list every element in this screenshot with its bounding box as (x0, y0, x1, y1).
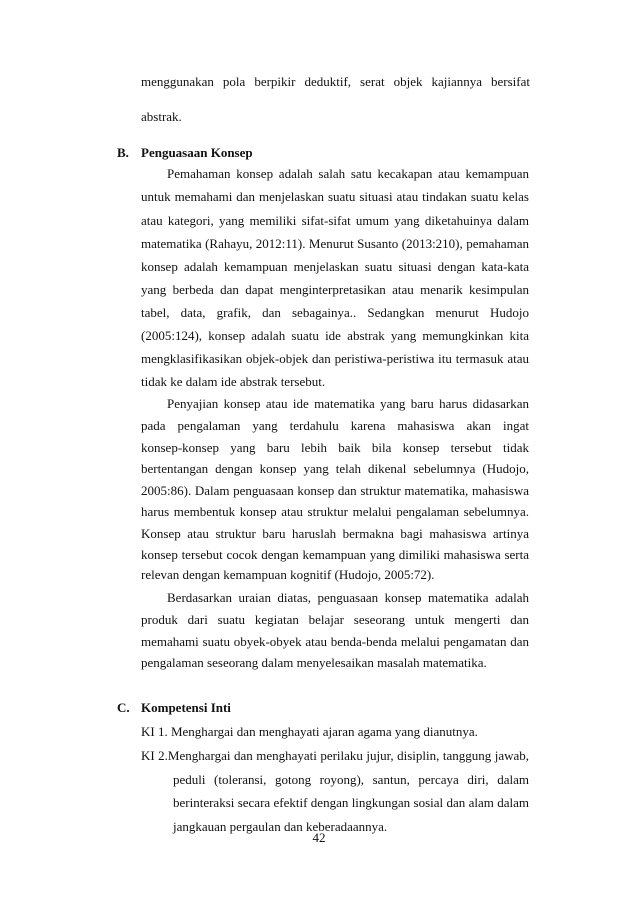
b-p2-line-1: Penyajian konsep atau ide matematika yang baru harus didasarkan (167, 396, 529, 411)
b-p1-line-8: (2005:124), konsep adalah suatu ide abstrak yang memungkinkan kita (141, 328, 529, 343)
b-p1-line-9: mengklasifikasikan objek-objek dan peristiwa-peristiwa itu termasuk atau (141, 351, 529, 366)
b-p3-line-3: memahami suatu obyek-obyek atau benda-benda melalui pengamatan dan (141, 634, 529, 649)
page-number: 42 (312, 830, 326, 845)
b-p1-line-6: yang berbeda dan dapat menginterpretasikan atau menarik kesimpulan (141, 282, 529, 297)
section-b-letter: B. (117, 145, 129, 160)
b-p2-line-5: 2005:86). Dalam penguasaan konsep dan struktur matematika, mahasiswa (141, 483, 529, 498)
b-p3-line-4: pengalaman seseorang dalam menyelesaikan masalah matematika. (141, 655, 487, 670)
ki2-line-1: KI 2.Menghargai dan menghayati perilaku jujur, disiplin, tanggung jawab, (141, 748, 529, 763)
b-p1-line-5: konsep adalah kemampuan menjelaskan suatu situasi dengan kata-kata (141, 259, 529, 274)
b-p2-line-6: harus membentuk konsep atau struktur melalui pengalaman sebelumnya. (141, 504, 529, 519)
section-c-letter: C. (117, 700, 130, 715)
section-c-title: Kompetensi Inti (141, 700, 231, 715)
intro-line-1: menggunakan pola berpikir deduktif, serat objek kajiannya bersifat (141, 74, 530, 89)
ki2-line-4: jangkauan pergaulan dan keberadaannya. (173, 819, 388, 834)
intro-line-2: abstrak. (141, 109, 182, 124)
b-p3-line-2: produk dari suatu kegiatan belajar seseorang untuk mengerti dan (141, 612, 529, 627)
b-p1-line-7: tabel, data, grafik, dan sebagainya.. Sedangkan menurut Hudojo (141, 305, 529, 320)
b-p1-line-2: untuk memahami dan menjelaskan suatu situasi atau tindakan suatu kelas (141, 189, 529, 204)
b-p1-line-3: atau kategori, yang memiliki sifat-sifat umum yang diketahuinya dalam (141, 213, 529, 228)
ki1-text: KI 1. Menghargai dan menghayati ajaran agama yang dianutnya. (141, 724, 478, 739)
b-p1-line-10: tidak ke dalam ide abstrak tersebut. (141, 374, 326, 389)
section-b-title: Penguasaan Konsep (141, 145, 253, 160)
b-p1-line-4: matematika (Rahayu, 2012:11). Menurut Susanto (2013:210), pemahaman (141, 236, 529, 251)
b-p2-line-9: relevan dengan kemampuan kognitif (Hudojo, 2005:72). (141, 567, 435, 582)
ki2-line-3: berinteraksi secara efektif dengan lingkungan sosial dan alam dalam (173, 795, 529, 810)
b-p2-line-2: pada pengalaman yang terdahulu karena mahasiswa akan ingat (141, 418, 529, 433)
b-p1-line-1: Pemahaman konsep adalah salah satu kecakapan atau kemampuan (167, 166, 529, 181)
b-p3-line-1: Berdasarkan uraian diatas, penguasaan konsep matematika adalah (167, 590, 529, 605)
ki2-line-2: peduli (toleransi, gotong royong), santun, percaya diri, dalam (173, 772, 529, 787)
b-p2-line-7: Konsep atau struktur baru haruslah bermakna bagi mahasiswa artinya (141, 526, 529, 541)
b-p2-line-3: konsep-konsep yang baru lebih baik bila konsep tersebut tidak (141, 440, 529, 455)
b-p2-line-8: konsep tersebut cocok dengan kemampuan yang dimiliki mahasiswa serta (141, 547, 529, 562)
b-p2-line-4: bertentangan dengan konsep yang telah dikenal sebelumnya (Hudojo, (141, 461, 529, 476)
